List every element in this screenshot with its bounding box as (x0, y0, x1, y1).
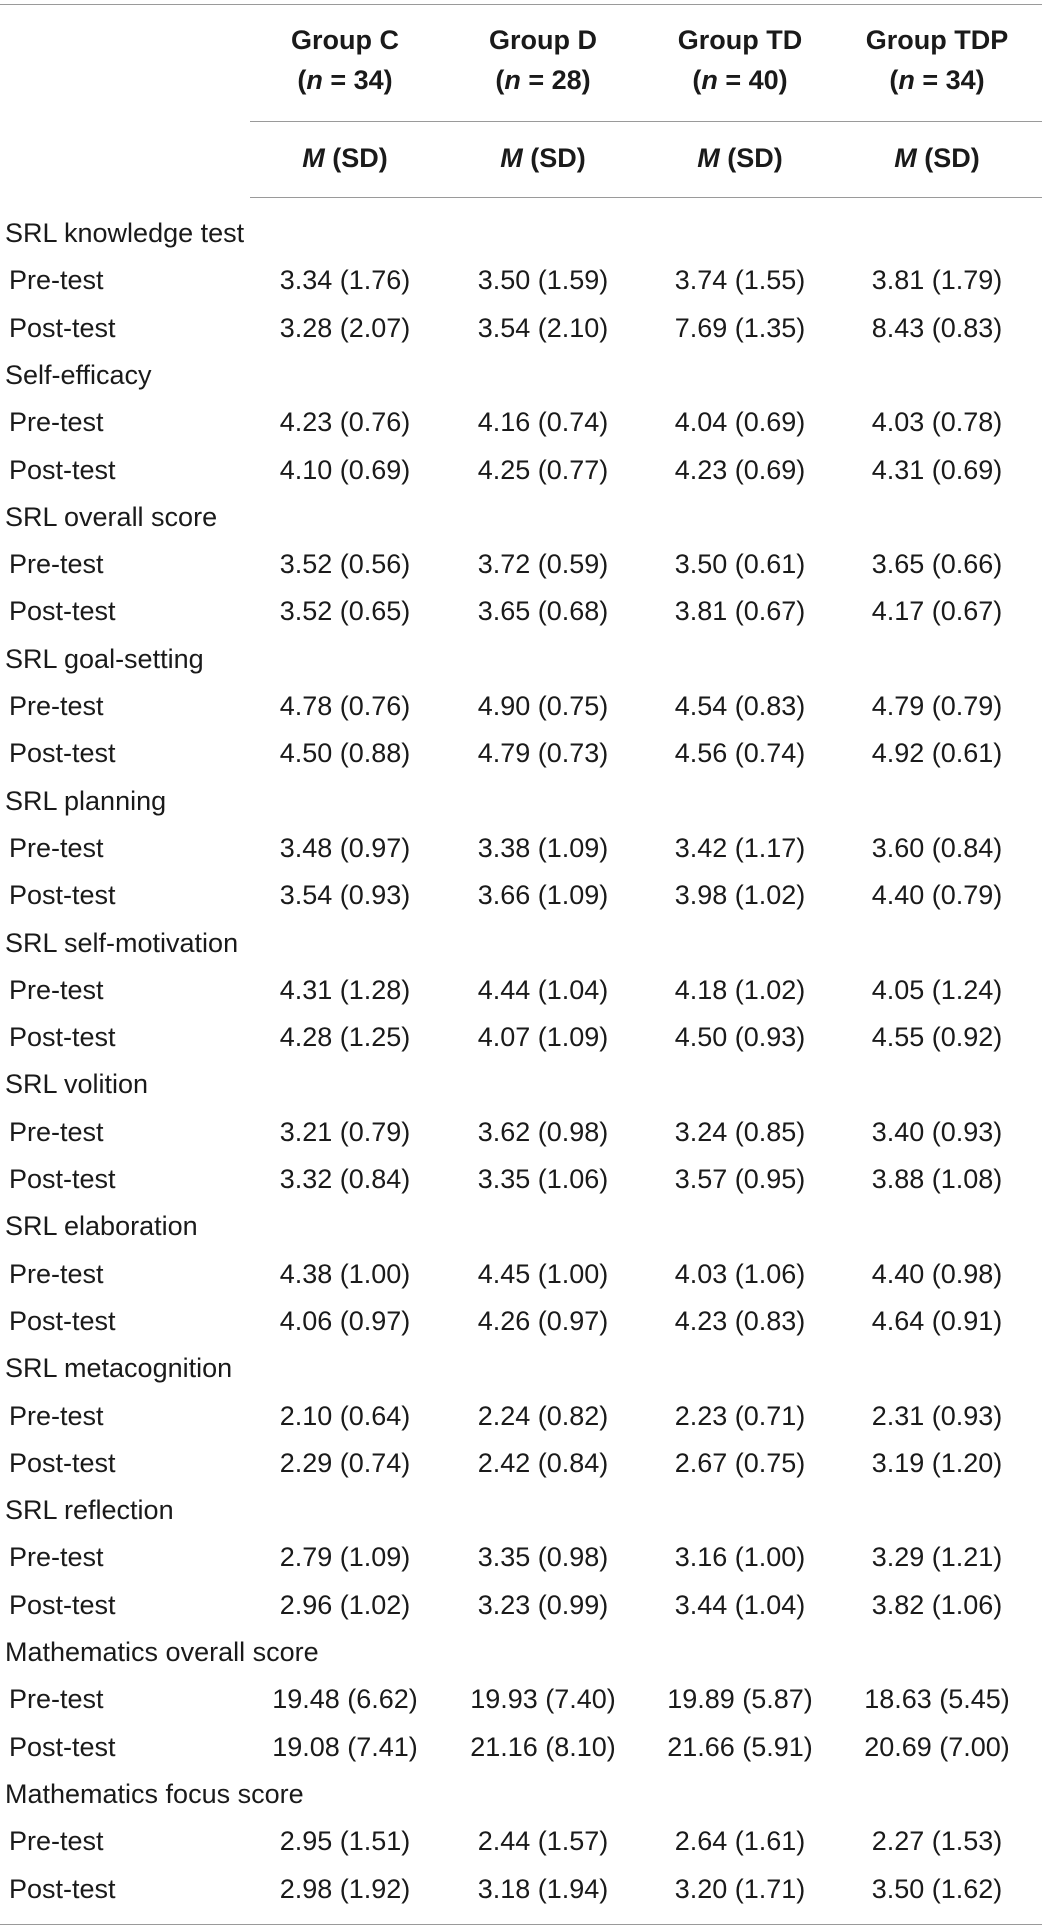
table-cell: 3.98 (1.02) (674, 880, 806, 911)
table-cell: 4.18 (1.02) (674, 974, 806, 1005)
row-label: Post-test (9, 454, 116, 485)
table-cell: 20.69 (7.00) (864, 1731, 1010, 1762)
table-cell: 4.45 (1.00) (477, 1258, 609, 1289)
stat-m: M (302, 143, 325, 173)
table-row (0, 825, 1042, 872)
table-cell: 2.95 (1.51) (279, 1826, 411, 1857)
table-cell: 3.38 (1.09) (477, 832, 609, 863)
table-cell: 2.29 (0.74) (279, 1447, 411, 1478)
table-cell: 3.28 (2.07) (279, 312, 411, 343)
section-row (0, 210, 1042, 257)
table-cell: 19.08 (7.41) (272, 1731, 418, 1762)
table-cell: 4.40 (0.98) (871, 1258, 1003, 1289)
section-row (0, 778, 1042, 825)
column-subheader (302, 143, 388, 174)
column-header (291, 20, 399, 100)
table-cell: 3.44 (1.04) (674, 1589, 806, 1620)
table-cell: 3.52 (0.65) (279, 596, 411, 627)
paren-close: ) (975, 65, 985, 95)
section-title: SRL reflection (5, 1495, 174, 1526)
row-label: Post-test (9, 1731, 116, 1762)
n-label: n (701, 65, 718, 95)
table-cell: 2.23 (0.71) (674, 1400, 806, 1431)
row-label: Post-test (9, 596, 116, 627)
row-label: Pre-test (9, 265, 104, 296)
table-cell: 3.74 (1.55) (674, 265, 806, 296)
section-title: SRL metacognition (5, 1353, 233, 1384)
table-cell: 4.23 (0.83) (674, 1305, 806, 1336)
stat-m: M (894, 143, 917, 173)
section-row (0, 1345, 1042, 1392)
column-n (291, 60, 399, 100)
row-label: Post-test (9, 1447, 116, 1478)
table-cell: 3.29 (1.21) (871, 1542, 1003, 1573)
column-header (866, 20, 1009, 100)
table-cell: 4.50 (0.93) (674, 1022, 806, 1053)
section-row (0, 352, 1042, 399)
table-row (0, 1298, 1042, 1345)
table-cell: 3.20 (1.71) (674, 1873, 806, 1904)
table-row (0, 1156, 1042, 1203)
table-cell: 3.35 (1.06) (477, 1164, 609, 1194)
table-cell: 3.35 (0.98) (477, 1542, 609, 1573)
table-cell: 3.23 (0.99) (477, 1589, 609, 1620)
table-cell: 4.03 (1.06) (674, 1258, 806, 1289)
table-cell: 4.44 (1.04) (477, 974, 609, 1005)
n-label: n (306, 65, 323, 95)
table-cell: 21.16 (8.10) (470, 1731, 616, 1762)
row-label: Post-test (9, 1022, 116, 1053)
stat-m: M (500, 143, 523, 173)
section-title: SRL overall score (5, 501, 218, 532)
table-cell: 4.16 (0.74) (477, 407, 609, 438)
table-row (0, 1251, 1042, 1298)
table-cell: 4.92 (0.61) (871, 738, 1003, 769)
column-name: Group D (489, 25, 597, 55)
table-row (0, 872, 1042, 919)
column-header (489, 20, 597, 100)
row-label: Pre-test (9, 974, 104, 1005)
section-row (0, 1771, 1042, 1818)
table-cell: 19.93 (7.40) (470, 1684, 616, 1715)
table-cell: 4.64 (0.91) (871, 1305, 1003, 1336)
table-cell: 3.52 (0.56) (279, 549, 411, 580)
row-label: Post-test (9, 880, 116, 911)
n-value: = 40 (717, 65, 779, 95)
table-cell: 4.04 (0.69) (674, 407, 806, 438)
table-row (0, 967, 1042, 1014)
table-row (0, 683, 1042, 730)
table-cell: 2.96 (1.02) (279, 1589, 411, 1620)
section-row (0, 920, 1042, 967)
section-title: SRL volition (5, 1069, 149, 1100)
table-cell: 3.42 (1.17) (674, 832, 806, 863)
paren-open: ( (297, 65, 307, 95)
table-cell: 3.19 (1.20) (871, 1447, 1003, 1478)
table-cell: 4.23 (0.69) (674, 454, 806, 485)
table-cell: 3.62 (0.98) (477, 1116, 609, 1147)
table-cell: 3.57 (0.95) (674, 1164, 806, 1194)
table-cell: 3.72 (0.59) (477, 549, 609, 580)
section-row (0, 1629, 1042, 1676)
section-row (0, 494, 1042, 541)
column-n (866, 60, 1009, 100)
table-cell: 3.81 (1.79) (871, 265, 1003, 296)
table-cell: 3.40 (0.93) (871, 1116, 1003, 1147)
table-cell: 4.31 (1.28) (279, 974, 411, 1005)
table-cell: 3.50 (1.62) (871, 1873, 1003, 1904)
table-cell: 2.79 (1.09) (279, 1542, 411, 1573)
table-cell: 3.65 (0.68) (477, 596, 609, 627)
table-cell: 4.78 (0.76) (279, 691, 411, 721)
table-cell: 3.16 (1.00) (674, 1542, 806, 1573)
table-cell: 4.38 (1.00) (279, 1258, 411, 1289)
row-label: Pre-test (9, 1116, 104, 1147)
table-cell: 2.67 (0.75) (674, 1447, 806, 1478)
table-cell: 4.06 (0.97) (279, 1305, 411, 1336)
table-row (0, 305, 1042, 352)
table-cell: 3.82 (1.06) (871, 1589, 1003, 1620)
table-cell: 4.54 (0.83) (674, 691, 806, 721)
table-row (0, 1818, 1042, 1865)
table-cell: 4.03 (0.78) (871, 407, 1003, 438)
table-cell: 4.40 (0.79) (871, 880, 1003, 911)
row-label: Pre-test (9, 1400, 104, 1431)
section-title: SRL elaboration (5, 1211, 198, 1242)
table-cell: 4.56 (0.74) (674, 738, 806, 769)
table-cell: 4.28 (1.25) (279, 1022, 411, 1053)
n-value: = 28 (520, 65, 582, 95)
table-cell: 4.90 (0.75) (477, 691, 609, 721)
n-value: = 34 (322, 65, 384, 95)
section-row (0, 1061, 1042, 1108)
table-cell: 3.21 (0.79) (279, 1116, 411, 1147)
row-label: Post-test (9, 1589, 116, 1620)
stat-sd: (SD) (522, 143, 586, 173)
table-cell: 4.31 (0.69) (871, 454, 1003, 485)
row-label: Pre-test (9, 1258, 104, 1289)
table-cell: 8.43 (0.83) (871, 312, 1003, 343)
section-title: SRL planning (5, 785, 167, 816)
paren-open: ( (692, 65, 702, 95)
table-cell: 3.65 (0.66) (871, 549, 1003, 580)
table-cell: 3.50 (0.61) (674, 549, 806, 580)
row-label: Pre-test (9, 1684, 104, 1715)
stat-sd: (SD) (916, 143, 980, 173)
table-cell: 2.10 (0.64) (279, 1400, 411, 1431)
section-row (0, 636, 1042, 683)
row-label: Pre-test (9, 1542, 104, 1573)
table-row (0, 541, 1042, 588)
table-row (0, 257, 1042, 304)
n-label: n (898, 65, 915, 95)
table-cell: 4.79 (0.73) (477, 738, 609, 769)
row-label: Post-test (9, 738, 116, 769)
table-row (0, 447, 1042, 494)
table-cell: 3.54 (0.93) (279, 880, 411, 911)
table-cell: 3.48 (0.97) (279, 832, 411, 863)
table-row (0, 1109, 1042, 1156)
subheader-rule (250, 197, 1042, 198)
table-cell: 3.54 (2.10) (477, 312, 609, 343)
bottom-rule (0, 1924, 1042, 1925)
row-label: Pre-test (9, 691, 104, 721)
table-cell: 2.42 (0.84) (477, 1447, 609, 1478)
table-cell: 4.79 (0.79) (871, 691, 1003, 721)
row-label: Post-test (9, 312, 116, 343)
column-n (678, 60, 802, 100)
row-label: Pre-test (9, 832, 104, 863)
table-cell: 4.25 (0.77) (477, 454, 609, 485)
column-name: Group C (291, 25, 399, 55)
table-cell: 2.24 (0.82) (477, 1400, 609, 1431)
table-row (0, 588, 1042, 635)
n-label: n (504, 65, 521, 95)
table-cell: 3.88 (1.08) (871, 1164, 1003, 1194)
table-cell: 4.26 (0.97) (477, 1305, 609, 1336)
table-row (0, 1676, 1042, 1723)
table-cell: 2.64 (1.61) (674, 1826, 806, 1857)
table-row (0, 1534, 1042, 1581)
section-row (0, 1203, 1042, 1250)
table-row (0, 399, 1042, 446)
table-cell: 2.31 (0.93) (871, 1400, 1003, 1431)
paren-open: ( (495, 65, 505, 95)
table-cell: 2.98 (1.92) (279, 1873, 411, 1904)
table-cell: 3.34 (1.76) (279, 265, 411, 296)
row-label: Post-test (9, 1305, 116, 1336)
column-name: Group TDP (865, 25, 1009, 55)
table-row (0, 1724, 1042, 1771)
table-row (0, 1582, 1042, 1629)
stat-sd: (SD) (324, 143, 388, 173)
table-cell: 3.24 (0.85) (674, 1116, 806, 1147)
table-cell: 4.55 (0.92) (871, 1022, 1003, 1053)
row-label: Pre-test (9, 407, 104, 438)
table-cell: 3.50 (1.59) (477, 265, 609, 296)
row-label: Post-test (9, 1873, 116, 1904)
section-title: SRL goal-setting (5, 643, 204, 674)
table-cell: 4.50 (0.88) (279, 738, 411, 769)
table-row (0, 1014, 1042, 1061)
n-value: = 34 (914, 65, 976, 95)
paren-open: ( (889, 65, 899, 95)
table-cell: 3.32 (0.84) (279, 1164, 411, 1194)
section-title: SRL self-motivation (5, 927, 239, 958)
section-title: Mathematics focus score (5, 1778, 304, 1809)
paren-close: ) (581, 65, 591, 95)
table-row (0, 1393, 1042, 1440)
row-label: Post-test (9, 1164, 116, 1194)
table-cell: 3.81 (0.67) (674, 596, 806, 627)
table-cell: 19.89 (5.87) (667, 1684, 813, 1715)
table-cell: 3.66 (1.09) (477, 880, 609, 911)
stat-m: M (697, 143, 720, 173)
column-n (489, 60, 597, 100)
table-row (0, 1866, 1042, 1913)
table-cell: 7.69 (1.35) (674, 312, 806, 343)
header-rule (250, 121, 1042, 122)
column-subheader (697, 143, 783, 174)
table-cell: 4.23 (0.76) (279, 407, 411, 438)
section-row (0, 1487, 1042, 1534)
row-label: Pre-test (9, 549, 104, 580)
row-label: Pre-test (9, 1826, 104, 1857)
paren-close: ) (383, 65, 393, 95)
table-cell: 4.10 (0.69) (279, 454, 411, 485)
table-row (0, 1440, 1042, 1487)
table-row (0, 730, 1042, 777)
column-subheader (500, 143, 586, 174)
table-cell: 4.07 (1.09) (477, 1022, 609, 1053)
table-cell: 18.63 (5.45) (864, 1684, 1010, 1715)
table-cell: 3.60 (0.84) (871, 832, 1003, 863)
section-title: Self-efficacy (5, 359, 152, 390)
column-name: Group TD (677, 25, 803, 55)
column-header (678, 20, 802, 100)
table-cell: 4.17 (0.67) (871, 596, 1003, 627)
stat-sd: (SD) (719, 143, 783, 173)
top-rule (0, 4, 1042, 5)
paren-close: ) (778, 65, 788, 95)
column-subheader (894, 143, 980, 174)
table-cell: 19.48 (6.62) (272, 1684, 418, 1715)
table-cell: 4.05 (1.24) (871, 974, 1003, 1005)
table-cell: 3.18 (1.94) (477, 1873, 609, 1904)
section-title: Mathematics overall score (5, 1637, 319, 1667)
table-cell: 2.27 (1.53) (871, 1826, 1003, 1857)
section-title: SRL knowledge test (5, 218, 245, 248)
table-cell: 2.44 (1.57) (477, 1826, 609, 1857)
table-cell: 21.66 (5.91) (667, 1731, 813, 1762)
